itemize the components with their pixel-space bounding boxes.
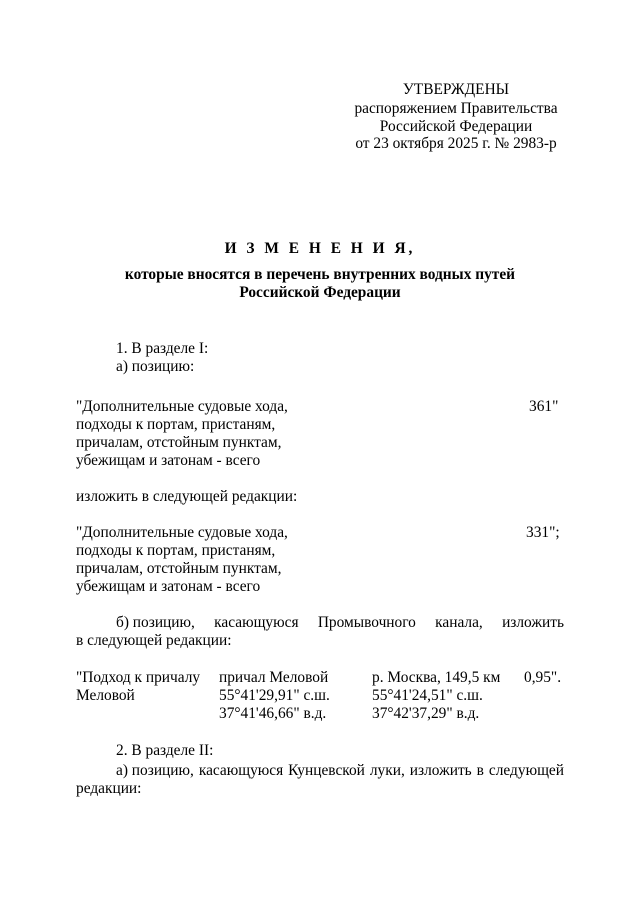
approach-end-line-1: р. Москва, 149,5 км [372, 669, 501, 686]
item-b-word-4: канала, [435, 614, 483, 631]
new-position-line-3: причалам, отстойным пунктам, [76, 560, 282, 577]
item-b-line-2: в следующей редакции: [76, 632, 232, 649]
approach-end-line-2: 55°41'24,51" с.ш. [372, 687, 483, 704]
replace-instruction: изложить в следующей редакции: [76, 488, 298, 505]
section-2-item-a-word-7: следующей [488, 762, 564, 779]
approval-line-2: Российской Федерации [379, 118, 533, 135]
item-b-word-5: изложить [502, 614, 564, 631]
approach-name-line-2: Меловой [76, 687, 135, 704]
approach-start-line-1: причал Меловой [219, 669, 329, 686]
section-2-item-a-word-4: луки, [369, 762, 405, 779]
document-subtitle-line-2: Российской Федерации [239, 284, 401, 301]
new-position-value: 331"; [526, 524, 560, 541]
approval-line-1: распоряжением Правительства [354, 100, 558, 117]
old-position-line-1: "Дополнительные судовые хода, [76, 398, 288, 415]
old-position-line-4: убежищам и затонам - всего [76, 452, 261, 469]
old-position-line-2: подходы к портам, пристаням, [76, 416, 276, 433]
approach-start-line-3: 37°41'46,66" в.д. [219, 705, 327, 722]
new-position-line-1: "Дополнительные судовые хода, [76, 524, 288, 541]
item-b-word-1: б) позицию, [116, 614, 195, 631]
section-1-intro: 1. В разделе I: [116, 340, 209, 357]
approval-line-3: от 23 октября 2025 г. № 2983-р [355, 135, 557, 152]
approach-name-line-1: "Подход к причалу [76, 669, 201, 686]
old-position-line-3: причалам, отстойным пунктам, [76, 434, 282, 451]
approach-end-line-3: 37°42'37,29" в.д. [372, 705, 480, 722]
old-position-value: 361" [529, 398, 559, 415]
approval-heading: УТВЕРЖДЕНЫ [402, 81, 510, 98]
item-b-word-3: Промывочного [317, 614, 416, 631]
document-subtitle-line-1: которые вносятся в перечень внутренних водных путей [124, 266, 516, 283]
section-2-item-a-word-1: а) позицию, [116, 762, 194, 779]
section-2-intro: 2. В разделе II: [116, 742, 214, 759]
approach-start-line-2: 55°41'29,91" с.ш. [219, 687, 330, 704]
section-2-item-a-word-3: Кунцевской [288, 762, 365, 779]
section-2-item-a-word-2: касающуюся [198, 762, 284, 779]
document-title: И З М Е Н Е Н И Я, [224, 240, 416, 257]
section-1-item-a: а) позицию: [116, 358, 195, 375]
section-2-item-a-word-6: в [476, 762, 484, 779]
item-b-word-2: касающуюся [214, 614, 299, 631]
new-position-line-2: подходы к портам, пристаням, [76, 542, 276, 559]
section-2-item-a-word-5: изложить [409, 762, 472, 779]
new-position-line-4: убежищам и затонам - всего [76, 578, 261, 595]
section-2-item-a-line-2: редакции: [76, 780, 142, 797]
approach-length: 0,95". [524, 669, 562, 686]
